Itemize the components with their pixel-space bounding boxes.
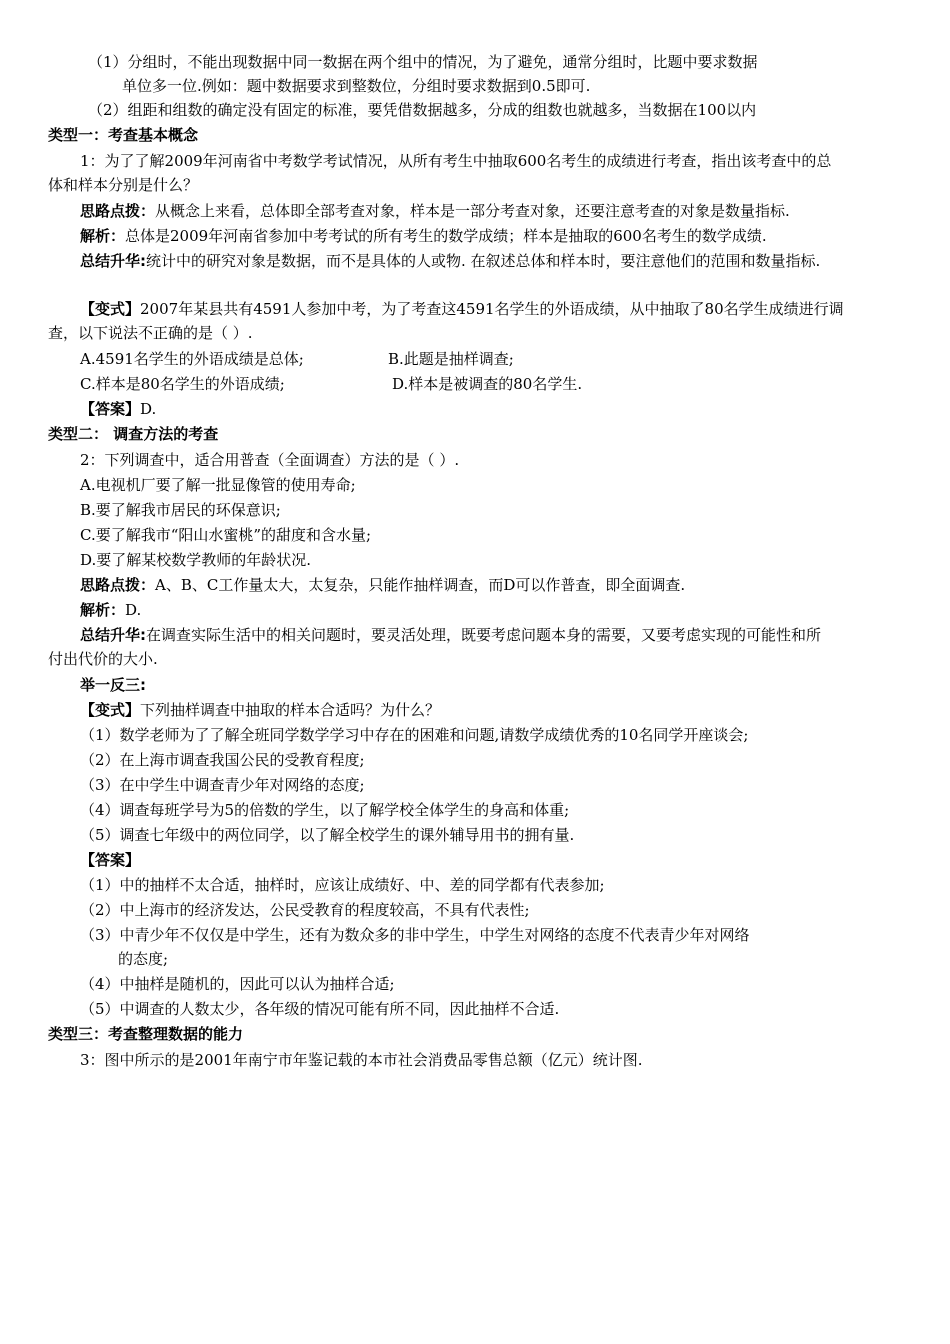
answer-item-continued: 的态度; [118, 950, 169, 968]
answer-item: （4）中抽样是随机的，因此可以认为抽样合适; [80, 975, 395, 993]
list-item: （5）调查七年级中的两位同学，以了解全校学生的课外辅导用书的拥有量. [80, 826, 575, 844]
hint-text: A、B、C工作量太大，太复杂，只能作抽样调查，而D可以作普查，即全面调查. [155, 576, 686, 594]
q1-analysis [80, 225, 767, 247]
variant-text: 2007年某县共有4591人参加中考，为了考查这4591名学生的外语成绩，从中抽取了80名学生成绩进行调 [140, 300, 844, 318]
q1-hint [80, 200, 790, 222]
type1-heading: 类型一：考查基本概念 [48, 126, 199, 144]
variant1-line2: 查，以下说法不正确的是（ ）. [48, 324, 253, 342]
list-item: （2）在上海市调查我国公民的受教育程度; [80, 751, 365, 769]
variant2 [80, 699, 440, 721]
option-c: C.样本是80名学生的外语成绩; [80, 375, 285, 393]
q1-line2: 体和样本分别是什么？ [48, 176, 199, 194]
q2-hint [80, 574, 685, 596]
type3-heading: 类型三：考查整理数据的能力 [48, 1025, 244, 1043]
list-item: （4）调查每班学号为5的倍数的学生，以了解学校全体学生的身高和体重; [80, 801, 570, 819]
summary-label: 总结升华: [80, 252, 146, 270]
option-a: A.4591名学生的外语成绩是总体; [80, 350, 304, 368]
hint-label: 思路点拨： [80, 202, 156, 220]
q2: 2：下列调查中，适合用普查（全面调查）方法的是（ ）. [80, 451, 460, 469]
intro-p1-line1: （1）分组时，不能出现数据中同一数据在两个组中的情况，为了避免，通常分组时，比题中要求数据 [88, 53, 758, 71]
analysis-label: 解析： [80, 601, 126, 619]
variant1-line1 [80, 298, 844, 320]
summary-label: 总结升华: [80, 626, 146, 644]
variant-label: 【变式】 [80, 701, 141, 719]
intro-p1-line2: 单位多一位.例如：题中数据要求到整数位，分组时要求数据到0.5即可. [122, 77, 591, 95]
type2-heading: 类型二： 调查方法的考查 [48, 425, 219, 443]
q2-summary-line2: 付出代价的大小. [48, 650, 158, 668]
hint-text: 从概念上来看，总体即全部考查对象，样本是一部分考查对象，还要注意考查的对象是数量指标. [155, 202, 790, 220]
list-item: （3）在中学生中调查青少年对网络的态度; [80, 776, 365, 794]
list-item: （1）数学老师为了了解全班同学数学学习中存在的困难和问题,请数学成绩优秀的10名同学开座谈会; [80, 726, 749, 744]
q1-summary [80, 250, 820, 272]
answer2-label: 【答案】 [80, 851, 141, 869]
answer-item: （3）中青少年不仅仅是中学生，还有为数众多的非中学生，中学生对网络的态度不代表青少年对网络 [80, 926, 750, 944]
option-b: B.此题是抽样调查; [388, 350, 514, 368]
q2-option-c: C.要了解我市“阳山水蜜桃”的甜度和含水量; [80, 526, 372, 544]
option-c-row [80, 373, 583, 395]
answer-item: （2）中上海市的经济发达，公民受教育的程度较高，不具有代表性; [80, 901, 530, 919]
q2-analysis [80, 599, 141, 621]
q2-option-b: B.要了解我市居民的环保意识; [80, 501, 281, 519]
answer-item: （1）中的抽样不太合适，抽样时，应该让成绩好、中、差的同学都有代表参加; [80, 876, 605, 894]
hint-label: 思路点拨： [80, 576, 156, 594]
analysis-text: 总体是2009年河南省参加中考考试的所有考生的数学成绩；样本是抽取的600名考生的数学成绩. [125, 227, 767, 245]
summary-text: 在调查实际生活中的相关问题时，要灵活处理，既要考虑问题本身的需要，又要考虑实现的可能性和所 [146, 626, 822, 644]
answer-text: D. [140, 400, 157, 418]
option-a-row [80, 348, 514, 370]
q2-option-a: A.电视机厂要了解一批显像管的使用寿命; [80, 476, 356, 494]
answer-label: 【答案】 [80, 400, 141, 418]
answer-item: （5）中调查的人数太少，各年级的情况可能有所不同，因此抽样不合适. [80, 1000, 560, 1018]
q2-summary-line1 [80, 624, 821, 646]
q3: 3：图中所示的是2001年南宁市年鉴记载的本市社会消费品零售总额（亿元）统计图. [80, 1051, 643, 1069]
q2-option-d: D.要了解某校数学教师的年龄状况. [80, 551, 312, 569]
answer1 [80, 398, 156, 420]
summary-text: 统计中的研究对象是数据，而不是具体的人或物. 在叙述总体和样本时，要注意他们的范围和数量指标. [146, 252, 821, 270]
variant-label: 【变式】 [80, 300, 141, 318]
analysis-label: 解析： [80, 227, 126, 245]
analysis-text: D. [125, 601, 142, 619]
intro-p2: （2）组距和组数的确定没有固定的标准，要凭借数据越多，分成的组数也就越多，当数据在100以内 [88, 101, 757, 119]
variant-text: 下列抽样调查中抽取的样本合适吗？为什么？ [140, 701, 441, 719]
option-d: D.样本是被调查的80名学生. [392, 375, 583, 393]
practice-label: 举一反三: [80, 676, 146, 694]
q1-line1: 1：为了了解2009年河南省中考数学考试情况，从所有考生中抽取600名考生的成绩进行考查，指出该考查中的总 [80, 152, 832, 170]
